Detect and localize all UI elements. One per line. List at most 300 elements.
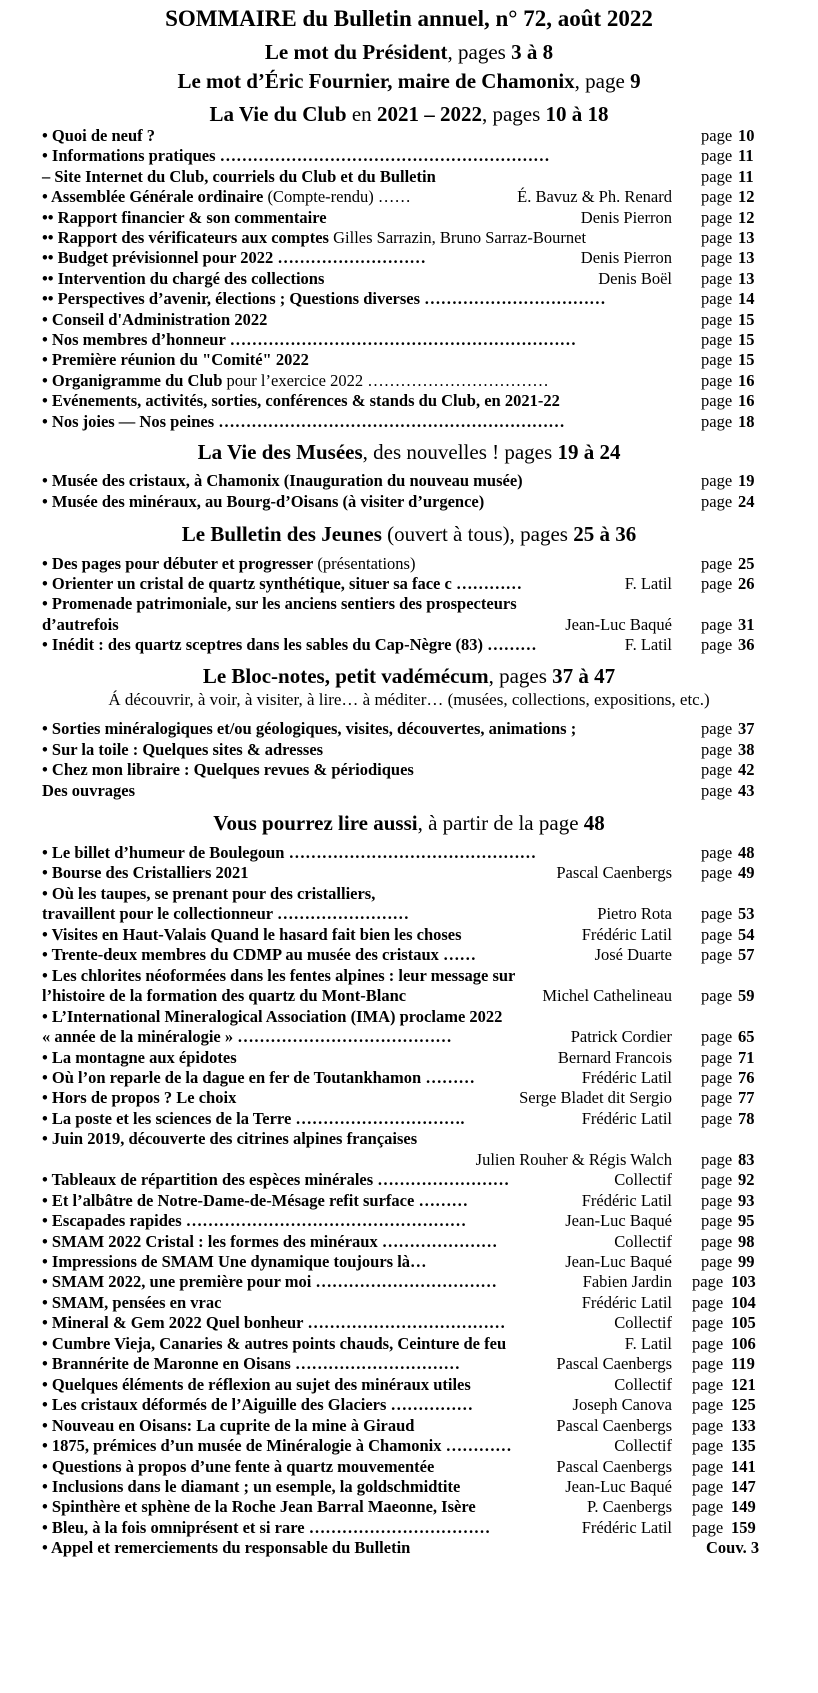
toc-entry — [42, 1048, 782, 1068]
entry-page-number: 141 — [731, 1456, 756, 1476]
toc-entry — [42, 146, 782, 166]
heading-bold-text: 37 à 47 — [552, 664, 616, 688]
entry-page-number: 59 — [738, 986, 755, 1006]
toc-entry — [42, 884, 782, 904]
entry-title: • Assemblée Générale ordinaire (Compte-rendu) …… — [42, 187, 411, 207]
entry-page-label: page — [701, 350, 733, 370]
entry-page-number: 25 — [738, 554, 755, 573]
entry-title: • Sorties minéralogiques et/ou géologiques, visites, découvertes, animations ; — [42, 719, 577, 738]
entry-page-label: page — [692, 1272, 724, 1292]
entry-page-label: page — [692, 1436, 724, 1456]
entry-page-number: 133 — [731, 1415, 756, 1435]
toc-entry — [42, 863, 782, 883]
entry-title: • Questions à propos d’une fente à quartz mouvementée — [42, 1456, 435, 1476]
entry-title: • Cumbre Vieja, Canaries & autres points chauds, Ceinture de feu — [42, 1333, 507, 1353]
entry-author: Collectif — [614, 1436, 672, 1456]
entry-page-number: 42 — [738, 760, 755, 779]
entry-title: • Inédit : des quartz sceptres dans les sables du Cap-Nègre (83) ……… — [42, 634, 537, 654]
entry-page-label: page — [701, 1047, 733, 1067]
toc-entry — [42, 945, 782, 965]
heading-text: , pages — [481, 102, 546, 126]
toc-entry — [42, 760, 782, 780]
heading-text: , page — [574, 69, 631, 93]
section-heading — [0, 102, 818, 127]
entry-page-number: 16 — [738, 370, 755, 390]
entry-page-number: 49 — [738, 863, 755, 883]
entry-page-label: page — [701, 780, 733, 800]
entry-page-number: 11 — [738, 166, 754, 186]
toc-entry — [42, 635, 782, 655]
entry-title: • Des pages pour débuter et progresser (présentations) — [42, 554, 416, 573]
entry-title: • Escapades rapides …………………………………………… — [42, 1211, 467, 1231]
entry-title: • Où les taupes, se prenant pour des cristalliers, — [42, 883, 376, 903]
entry-author: Denis Pierron — [580, 207, 672, 227]
heading-bold-text: 25 à 36 — [573, 522, 637, 546]
toc-entry — [42, 904, 782, 924]
entry-author: Frédéric Latil — [581, 1190, 672, 1210]
toc-entry — [42, 1354, 782, 1374]
entry-page-label: page — [701, 268, 733, 288]
entry-page-number: 83 — [738, 1149, 755, 1169]
toc-entry — [42, 1027, 782, 1047]
section-heading — [0, 40, 818, 65]
entry-author: Denis Pierron — [580, 248, 672, 268]
entry-page-number: 15 — [738, 309, 755, 329]
entry-title: • Conseil d'Administration 2022 — [42, 309, 268, 329]
entry-page-number: 54 — [738, 924, 755, 944]
toc-entry — [42, 1272, 782, 1292]
entry-title: • Appel et remerciements du responsable du Bulletin — [42, 1538, 411, 1558]
entry-page-label: page — [701, 634, 733, 654]
toc-entry — [42, 1170, 782, 1190]
entry-title: • Evénements, activités, sorties, conférences & stands du Club, en 2021-22 — [42, 391, 560, 411]
entry-page-number: 15 — [738, 350, 755, 370]
entry-title: • Chez mon libraire : Quelques revues & périodiques — [42, 760, 414, 779]
entry-author: Michel Cathelineau — [542, 986, 672, 1006]
entry-author: José Duarte — [594, 945, 672, 965]
toc-entry — [42, 1293, 782, 1313]
entry-title: • Bleu, à la fois omniprésent et si rare …………………………… — [42, 1517, 491, 1537]
toc-entry — [42, 1457, 782, 1477]
entry-page-label: page — [701, 1170, 733, 1190]
entry-page-label: page — [701, 228, 733, 247]
entry-author: Collectif — [614, 1231, 672, 1251]
entry-author: Frédéric Latil — [581, 1517, 672, 1537]
entry-title: • Quoi de neuf ? — [42, 126, 156, 145]
entry-page-label: page — [701, 614, 733, 634]
entry-title: l’histoire de la formation des quartz du Mont-Blanc — [42, 986, 407, 1006]
entry-page-number: 99 — [738, 1252, 755, 1271]
entry-title: • Visites en Haut-Valais Quand le hasard fait bien les choses — [42, 924, 462, 944]
entry-page-label: page — [701, 411, 733, 431]
entry-page-number: 26 — [738, 574, 755, 594]
entry-page-label: page — [701, 863, 733, 883]
toc-entry — [42, 986, 782, 1006]
entry-page-label: page — [701, 289, 733, 309]
entry-page-number: 38 — [738, 739, 755, 759]
section-heading — [0, 811, 818, 836]
entry-page-number: 159 — [731, 1517, 756, 1537]
entry-page-label: page — [701, 1190, 733, 1210]
heading-bold-text: Le mot du Président — [264, 40, 448, 64]
entry-page-number: 119 — [731, 1354, 755, 1374]
entry-title: • Bourse des Cristalliers 2021 — [42, 863, 249, 883]
entry-title: travaillent pour le collectionneur …………………… — [42, 904, 409, 924]
entry-author: Jean-Luc Baqué — [565, 1211, 672, 1231]
entry-author: F. Latil — [624, 634, 672, 654]
toc-entry — [42, 1538, 782, 1558]
entry-page-number: 37 — [738, 719, 755, 738]
entry-author: F. Latil — [624, 574, 672, 594]
entry-author: Patrick Cordier — [570, 1027, 672, 1047]
entry-page-label: page — [701, 166, 733, 186]
section-heading — [0, 664, 818, 689]
entry-page-number: 95 — [738, 1211, 755, 1231]
entry-page-label: page — [701, 1108, 733, 1128]
toc-entry — [42, 719, 782, 739]
entry-page-number: 104 — [731, 1292, 756, 1312]
section-heading — [0, 69, 818, 94]
heading-bold-text: 2021 – 2022 — [376, 102, 482, 126]
toc-entry — [42, 208, 782, 228]
entry-page-label: page — [701, 719, 733, 738]
toc-entry — [42, 843, 782, 863]
entry-page-label: page — [692, 1476, 724, 1496]
entry-page-label: page — [692, 1497, 724, 1517]
entry-author: Jean-Luc Baqué — [565, 1252, 672, 1271]
heading-text: , pages — [447, 40, 512, 64]
entry-page-number: 31 — [738, 614, 755, 634]
toc-entry — [42, 289, 782, 309]
toc-entry — [42, 1375, 782, 1395]
toc-entry — [42, 1150, 782, 1170]
toc-entry — [42, 740, 782, 760]
heading-bold-text: Le Bloc-notes, petit vadémécum — [202, 664, 489, 688]
entry-title: •• Perspectives d’avenir, élections ; Questions diverses …………………………… — [42, 289, 606, 309]
entry-title: • Les cristaux déformés de l’Aiguille des Glaciers …………… — [42, 1395, 474, 1415]
entry-title: • Inclusions dans le diamant ; un esemple, la goldschmidtite — [42, 1476, 461, 1496]
entry-title: • Organigramme du Club pour l’exercice 2022 …………………………… — [42, 370, 549, 390]
entry-title: • Quelques éléments de réflexion au sujet des minéraux utiles — [42, 1374, 471, 1394]
entry-title: •• Rapport financier & son commentaire — [42, 207, 327, 227]
entry-page-number: 14 — [738, 289, 755, 309]
entry-title: • Trente-deux membres du CDMP au musée des cristaux …… — [42, 945, 476, 965]
entry-title: • Nouveau en Oisans: La cuprite de la mine à Giraud — [42, 1415, 415, 1435]
entry-author: Frédéric Latil — [581, 1067, 672, 1087]
toc-entry — [42, 554, 782, 574]
toc-entry — [42, 1395, 782, 1415]
entry-author: Bernard Francois — [557, 1047, 672, 1067]
heading-bold-text: 48 — [583, 811, 605, 835]
toc-entry — [42, 1497, 782, 1517]
entry-page-number: 149 — [731, 1497, 756, 1517]
entry-page-number: 135 — [731, 1436, 756, 1456]
entry-page-number: 13 — [738, 268, 755, 288]
entry-title: • Première réunion du "Comité" 2022 — [42, 350, 309, 370]
entry-page-number: 13 — [738, 228, 755, 247]
entry-title: • SMAM, pensées en vrac — [42, 1292, 222, 1312]
entry-title: • La montagne aux épidotes — [42, 1047, 237, 1067]
entry-title: • Les chlorites néoformées dans les fentes alpines : leur message sur — [42, 965, 516, 985]
entry-author: Collectif — [614, 1313, 672, 1333]
entry-author: Collectif — [614, 1170, 672, 1190]
entry-title: • Impressions de SMAM Une dynamique toujours là… — [42, 1252, 427, 1271]
entry-author: Jean-Luc Baqué — [565, 1476, 672, 1496]
toc-entry — [42, 1518, 782, 1538]
entry-page-label: page — [701, 370, 733, 390]
entry-page-number: 48 — [738, 843, 755, 862]
entry-page-number: 13 — [738, 248, 755, 268]
toc-entry — [42, 966, 782, 986]
entry-page-label: page — [701, 1088, 733, 1108]
toc-entry — [42, 1416, 782, 1436]
entry-title: • Musée des minéraux, au Bourg-d’Oisans (à visiter d’urgence) — [42, 492, 485, 511]
heading-bold-text: Vous pourrez lire aussi — [213, 811, 418, 835]
heading-text: , pages — [488, 664, 553, 688]
entry-page-number: 57 — [738, 945, 755, 965]
toc-entry — [42, 167, 782, 187]
entry-page-label: page — [701, 391, 733, 411]
entry-page-label: page — [692, 1456, 724, 1476]
bloc-notes-subtitle: Á découvrir, à voir, à visiter, à lire… à méditer… (musées, collections, expositions, etc.) — [108, 690, 710, 709]
toc-entry — [42, 1088, 782, 1108]
toc-entry — [42, 1334, 782, 1354]
entry-title: •• Rapport des vérificateurs aux comptes Gilles Sarrazin, Bruno Sarraz-Bournet — [42, 228, 587, 247]
entry-page-label: page — [692, 1333, 724, 1353]
entry-page-number: Couv. 3 — [706, 1538, 760, 1558]
entry-page-number: 98 — [738, 1231, 755, 1251]
entry-page-label: page — [692, 1292, 724, 1312]
entry-page-label: page — [692, 1517, 724, 1537]
entry-title: • SMAM 2022, une première pour moi …………………………… — [42, 1272, 497, 1292]
entry-page-number: 147 — [731, 1476, 756, 1496]
entry-author: Pietro Rota — [597, 904, 672, 924]
toc-entry — [42, 412, 782, 432]
entry-page-label: page — [701, 904, 733, 924]
entry-page-number: 36 — [738, 634, 755, 654]
entry-page-number: 76 — [738, 1067, 755, 1087]
entry-title: • Informations pratiques …………………………………………………… — [42, 146, 550, 166]
heading-bold-text: 3 à 8 — [511, 40, 554, 64]
entry-title: Des ouvrages — [42, 780, 136, 800]
entry-page-label: page — [701, 471, 733, 490]
entry-page-label: page — [701, 309, 733, 329]
toc-entry — [42, 471, 782, 491]
entry-page-number: 24 — [738, 492, 755, 511]
entry-page-label: page — [701, 1211, 733, 1231]
entry-page-label: page — [701, 248, 733, 268]
entry-page-label: page — [701, 574, 733, 594]
entry-author: P. Caenbergs — [587, 1497, 672, 1517]
entry-page-number: 125 — [731, 1395, 756, 1415]
entry-page-number: 77 — [738, 1088, 755, 1108]
entry-page-label: page — [701, 1027, 733, 1047]
entry-author: Fabien Jardin — [582, 1272, 672, 1292]
toc-entry — [42, 1129, 782, 1149]
entry-title: « année de la minéralogie » ………………………………… — [42, 1027, 452, 1047]
heading-bold-text: La Vie des Musées — [197, 440, 363, 464]
toc-entry — [42, 615, 782, 635]
entry-page-label: page — [701, 986, 733, 1006]
toc-entry — [42, 1007, 782, 1027]
entry-page-label: page — [701, 146, 733, 166]
entry-page-label: page — [701, 1067, 733, 1087]
entry-title: • Nos joies — Nos peines ……………………………………………………… — [42, 411, 565, 431]
toc-entry — [42, 228, 782, 248]
entry-page-label: page — [701, 187, 733, 207]
heading-text: (ouvert à tous), pages — [381, 522, 574, 546]
toc-entry — [42, 574, 782, 594]
entry-title: • La poste et les sciences de la Terre …………………………. — [42, 1108, 465, 1128]
entry-page-label: page — [692, 1374, 724, 1394]
entry-page-number: 53 — [738, 904, 755, 924]
entry-author: Frédéric Latil — [581, 1108, 672, 1128]
entry-author: Pascal Caenbergs — [556, 1354, 672, 1374]
entry-author: Frédéric Latil — [581, 1292, 672, 1312]
toc-entry — [42, 248, 782, 268]
heading-bold-text: 19 à 24 — [557, 440, 621, 464]
toc-entry — [42, 350, 782, 370]
entry-title: • Brannérite de Maronne en Oisans ………………………… — [42, 1354, 460, 1374]
entry-title: • Spinthère et sphène de la Roche Jean Barral Maeonne, Isère — [42, 1497, 476, 1517]
entry-page-label: page — [701, 760, 733, 779]
entry-author: Julien Rouher & Régis Walch — [475, 1149, 672, 1169]
entry-author: F. Latil — [624, 1333, 672, 1353]
toc-entry — [42, 126, 782, 146]
entry-page-label: page — [692, 1354, 724, 1374]
entry-page-number: 12 — [738, 207, 755, 227]
entry-page-number: 19 — [738, 471, 755, 490]
entry-title: • Mineral & Gem 2022 Quel bonheur ……………………………… — [42, 1313, 506, 1333]
entry-author: É. Bavuz & Ph. Renard — [517, 187, 672, 207]
entry-page-number: 12 — [738, 187, 755, 207]
entry-page-number: 65 — [738, 1027, 755, 1047]
toc-entry — [42, 1109, 782, 1129]
toc-entry — [42, 925, 782, 945]
entry-author: Jean-Luc Baqué — [565, 614, 672, 634]
entry-page-label: page — [701, 739, 733, 759]
heading-bold-text: 10 à 18 — [545, 102, 609, 126]
entry-author: Serge Bladet dit Sergio — [519, 1088, 672, 1108]
entry-page-label: page — [701, 1231, 733, 1251]
entry-page-label: page — [701, 924, 733, 944]
entry-title: • Hors de propos ? Le choix — [42, 1088, 237, 1108]
entry-page-number: 15 — [738, 330, 755, 349]
page-title: SOMMAIRE du Bulletin annuel, n° 72, août 2022 — [165, 6, 653, 31]
entry-page-number: 16 — [738, 391, 755, 411]
entry-author: Joseph Canova — [572, 1395, 672, 1415]
entry-title: •• Intervention du chargé des collections — [42, 268, 325, 288]
entry-title: • Musée des cristaux, à Chamonix (Inauguration du nouveau musée) — [42, 471, 523, 490]
entry-title: • Tableaux de répartition des espèces minérales …………………… — [42, 1170, 510, 1190]
heading-bold-text: La Vie du Club — [209, 102, 347, 126]
entry-page-label: page — [701, 1149, 733, 1169]
entry-page-label: page — [701, 843, 733, 862]
toc-entry — [42, 187, 782, 207]
entry-page-number: 121 — [731, 1374, 756, 1394]
toc-entry — [42, 1252, 782, 1272]
entry-page-number: 78 — [738, 1108, 755, 1128]
entry-title: • Nos membres d’honneur ……………………………………………………… — [42, 330, 577, 349]
entry-author: Pascal Caenbergs — [556, 863, 672, 883]
toc-entry — [42, 1068, 782, 1088]
toc-entry — [42, 1436, 782, 1456]
entry-page-label: page — [701, 1252, 733, 1271]
entry-page-number: 103 — [731, 1272, 756, 1292]
entry-author: Collectif — [614, 1374, 672, 1394]
entry-title: • Le billet d’humeur de Boulegoun ……………………………………… — [42, 843, 537, 862]
entry-page-label: page — [692, 1415, 724, 1435]
toc-entry — [42, 1477, 782, 1497]
entry-title: – Site Internet du Club, courriels du Club et du Bulletin — [42, 166, 436, 186]
heading-bold-text: Le Bulletin des Jeunes — [181, 522, 382, 546]
entry-page-number: 71 — [738, 1047, 755, 1067]
entry-title: • L’International Mineralogical Association (IMA) proclame 2022 — [42, 1006, 503, 1026]
heading-bold-text: Le mot d’Éric Fournier, maire de Chamonix — [177, 69, 575, 93]
entry-title: • SMAM 2022 Cristal : les formes des minéraux ………………… — [42, 1231, 498, 1251]
entry-page-label: page — [701, 330, 733, 349]
toc-entry — [42, 492, 782, 512]
toc-entry — [42, 371, 782, 391]
section-heading — [0, 522, 818, 547]
entry-title: • Où l’on reparle de la dague en fer de Toutankhamon ……… — [42, 1067, 475, 1087]
entry-page-number: 105 — [731, 1313, 756, 1333]
toc-entry — [42, 330, 782, 350]
entry-page-number: 18 — [738, 411, 755, 431]
toc-entry — [42, 1313, 782, 1333]
entry-page-label: page — [692, 1395, 724, 1415]
entry-title: • Orienter un cristal de quartz synthétique, situer sa face c ………… — [42, 574, 522, 594]
entry-author: Denis Boël — [598, 268, 672, 288]
entry-page-number: 43 — [738, 780, 755, 800]
entry-page-label: page — [701, 207, 733, 227]
entry-title: •• Budget prévisionnel pour 2022 ……………………… — [42, 248, 426, 268]
entry-title: • Juin 2019, découverte des citrines alpines françaises — [42, 1129, 418, 1149]
entry-author: Frédéric Latil — [581, 924, 672, 944]
toc-entry — [42, 1232, 782, 1252]
entry-page-number: 106 — [731, 1333, 756, 1353]
section-heading — [0, 440, 818, 465]
entry-author: Pascal Caenbergs — [556, 1415, 672, 1435]
entry-title: • Promenade patrimoniale, sur les anciens sentiers des prospecteurs — [42, 594, 517, 614]
heading-text: en — [346, 102, 377, 126]
toc-entry — [42, 594, 782, 614]
entry-title: • 1875, prémices d’un musée de Minéralogie à Chamonix ………… — [42, 1436, 512, 1456]
entry-page-label: page — [692, 1313, 724, 1333]
entry-page-label: page — [701, 945, 733, 965]
entry-title: d’autrefois — [42, 614, 119, 634]
entry-page-number: 10 — [738, 126, 755, 145]
entry-page-label: page — [701, 554, 733, 573]
entry-page-number: 11 — [738, 146, 754, 166]
entry-page-label: page — [701, 126, 733, 145]
entry-page-label: page — [701, 492, 733, 511]
entry-page-number: 92 — [738, 1170, 755, 1190]
toc-entry — [42, 391, 782, 411]
toc-entry — [42, 1211, 782, 1231]
entry-page-number: 93 — [738, 1190, 755, 1210]
toc-entry — [42, 1191, 782, 1211]
toc-entry — [42, 781, 782, 801]
entry-title: • Sur la toile : Quelques sites & adresses — [42, 739, 324, 759]
heading-text: , des nouvelles ! pages — [362, 440, 558, 464]
heading-text: , à partir de la page — [417, 811, 584, 835]
toc-entry — [42, 269, 782, 289]
entry-title: • Et l’albâtre de Notre-Dame-de-Mésage refit surface ……… — [42, 1190, 468, 1210]
heading-bold-text: 9 — [630, 69, 641, 93]
entry-author: Pascal Caenbergs — [556, 1456, 672, 1476]
toc-entry — [42, 310, 782, 330]
